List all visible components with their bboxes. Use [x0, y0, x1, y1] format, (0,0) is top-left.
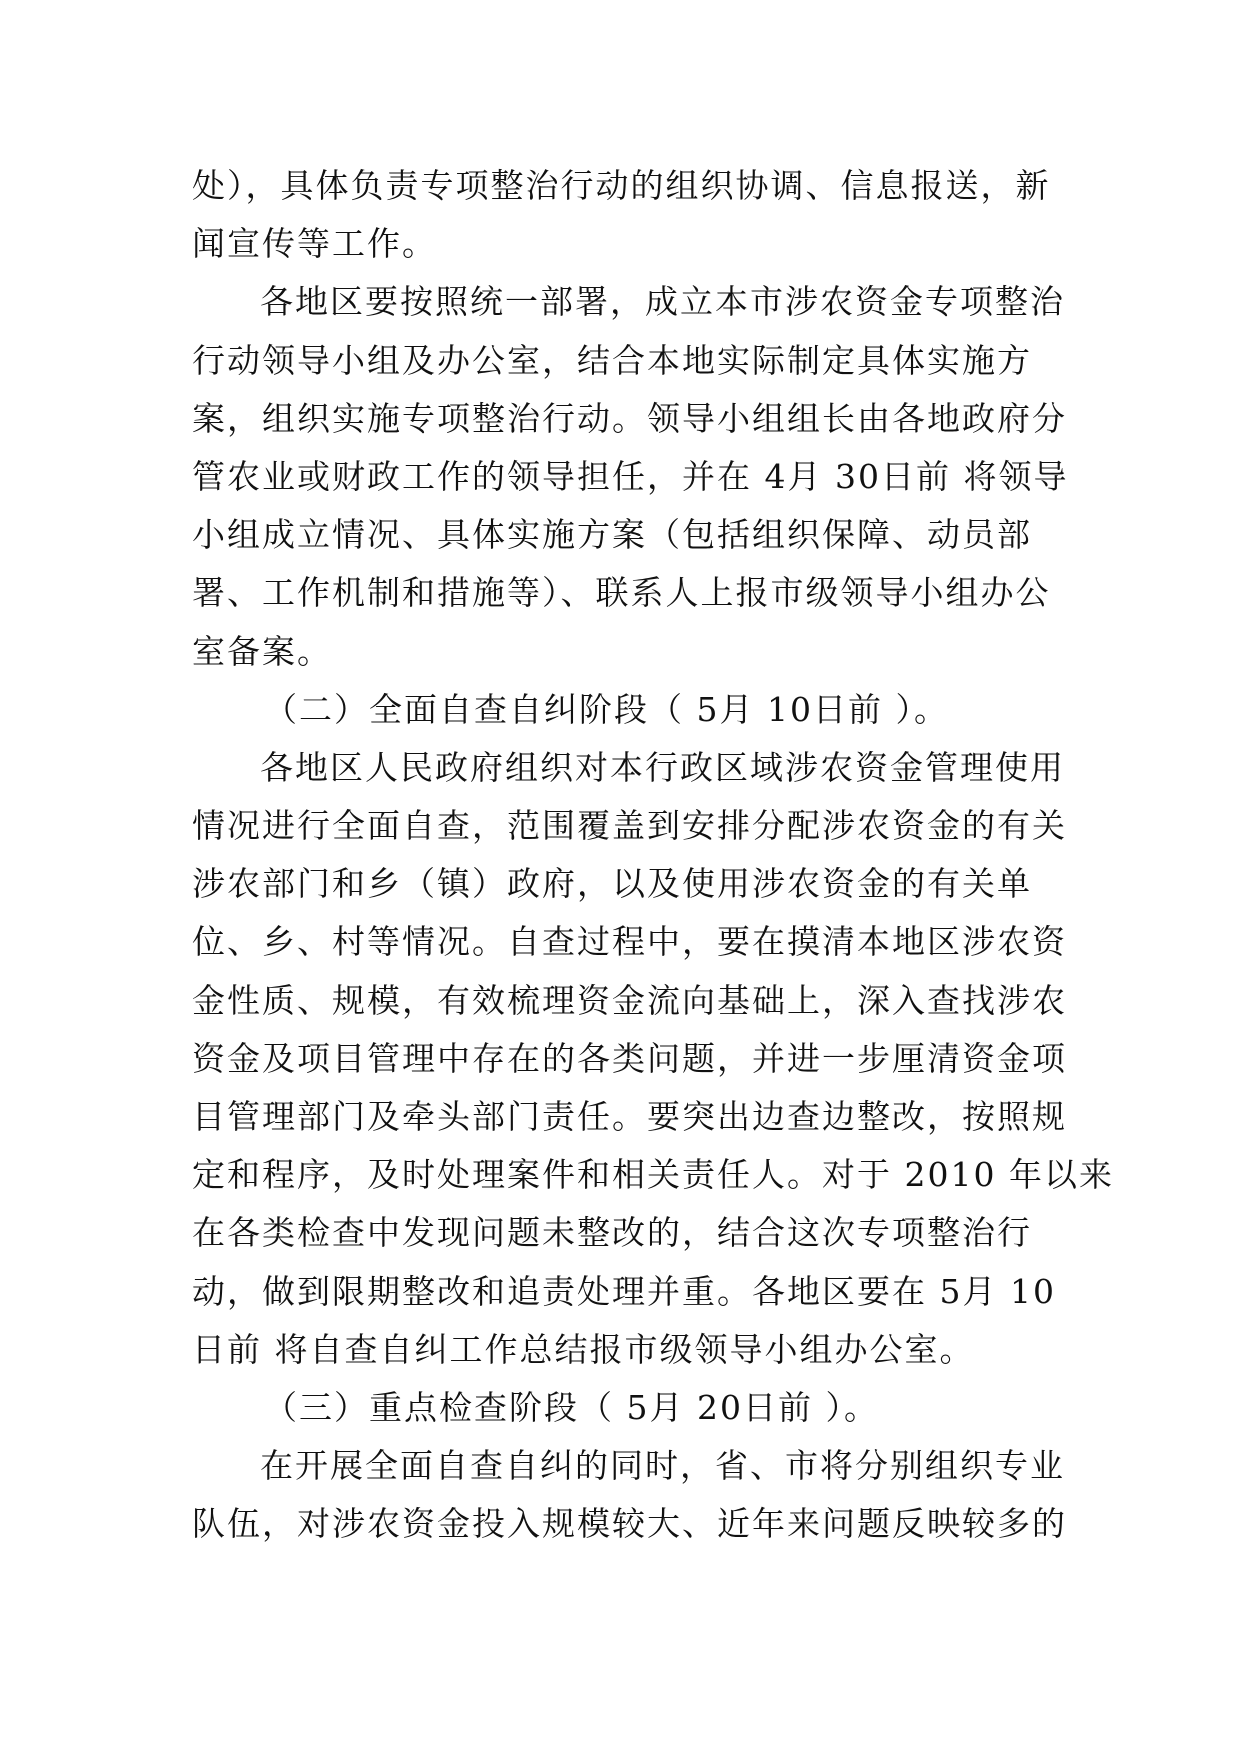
text-line: 处），具体负责专项整治行动的组织协调、信息报送，新 [192, 166, 1051, 205]
section-heading: （二）全面自查自纠阶段（ 5月 10日前 ）。 [264, 689, 949, 729]
text-line: 案，组织实施专项整治行动。领导小组组长由各地政府分 [192, 398, 1067, 438]
text-line: 署、工作机制和措施等）、联系人上报市级领导小组办公 [192, 573, 1051, 613]
section-heading: （三）重点检查阶段（ 5月 20日前 ）。 [264, 1387, 879, 1427]
text-line: 资金及项目管理中存在的各类问题，并进一步厘清资金项 [192, 1038, 1067, 1078]
text-line: 管农业或财政工作的领导担任，并在 4月 30日前 将领导 [192, 456, 1069, 496]
text-line: 金性质、规模，有效梳理资金流向基础上，深入查找涉农 [192, 980, 1067, 1020]
text-line: 闻宣传等工作。 [192, 224, 437, 264]
text-line: 小组成立情况、具体实施方案（包括组织保障、动员部 [192, 515, 1032, 555]
text-line: 行动领导小组及办公室，结合本地实际制定具体实施方 [192, 340, 1032, 380]
paragraph-first-line: 各地区人民政府组织对本行政区域涉农资金管理使用 [260, 747, 1065, 787]
text-line: 在各类检查中发现问题未整改的，结合这次专项整治行 [192, 1213, 1032, 1253]
paragraph-first-line: 各地区要按照统一部署，成立本市涉农资金专项整治 [260, 282, 1065, 322]
text-line: 位、乡、村等情况。自查过程中，要在摸清本地区涉农资 [192, 922, 1067, 962]
text-line: 队伍，对涉农资金投入规模较大、近年来问题反映较多的 [192, 1504, 1067, 1544]
text-line: 日前 将自查自纠工作总结报市级领导小组办公室。 [192, 1329, 975, 1369]
text-line: 涉农部门和乡（镇）政府，以及使用涉农资金的有关单 [192, 864, 1032, 904]
text-line: 情况进行全面自查，范围覆盖到安排分配涉农资金的有关 [192, 806, 1067, 846]
paragraph-first-line: 在开展全面自查自纠的同时，省、市将分别组织专业 [260, 1446, 1065, 1486]
document-body [192, 157, 1114, 1554]
text-line: 目管理部门及牵头部门责任。要突出边查边整改，按照规 [192, 1097, 1067, 1136]
text-line: 定和程序，及时处理案件和相关责任人。对于 2010 年以来 [192, 1155, 1114, 1195]
text-line: 室备案。 [192, 631, 332, 671]
text-line: 动，做到限期整改和追责处理并重。各地区要在 5月 10 [192, 1271, 1056, 1311]
